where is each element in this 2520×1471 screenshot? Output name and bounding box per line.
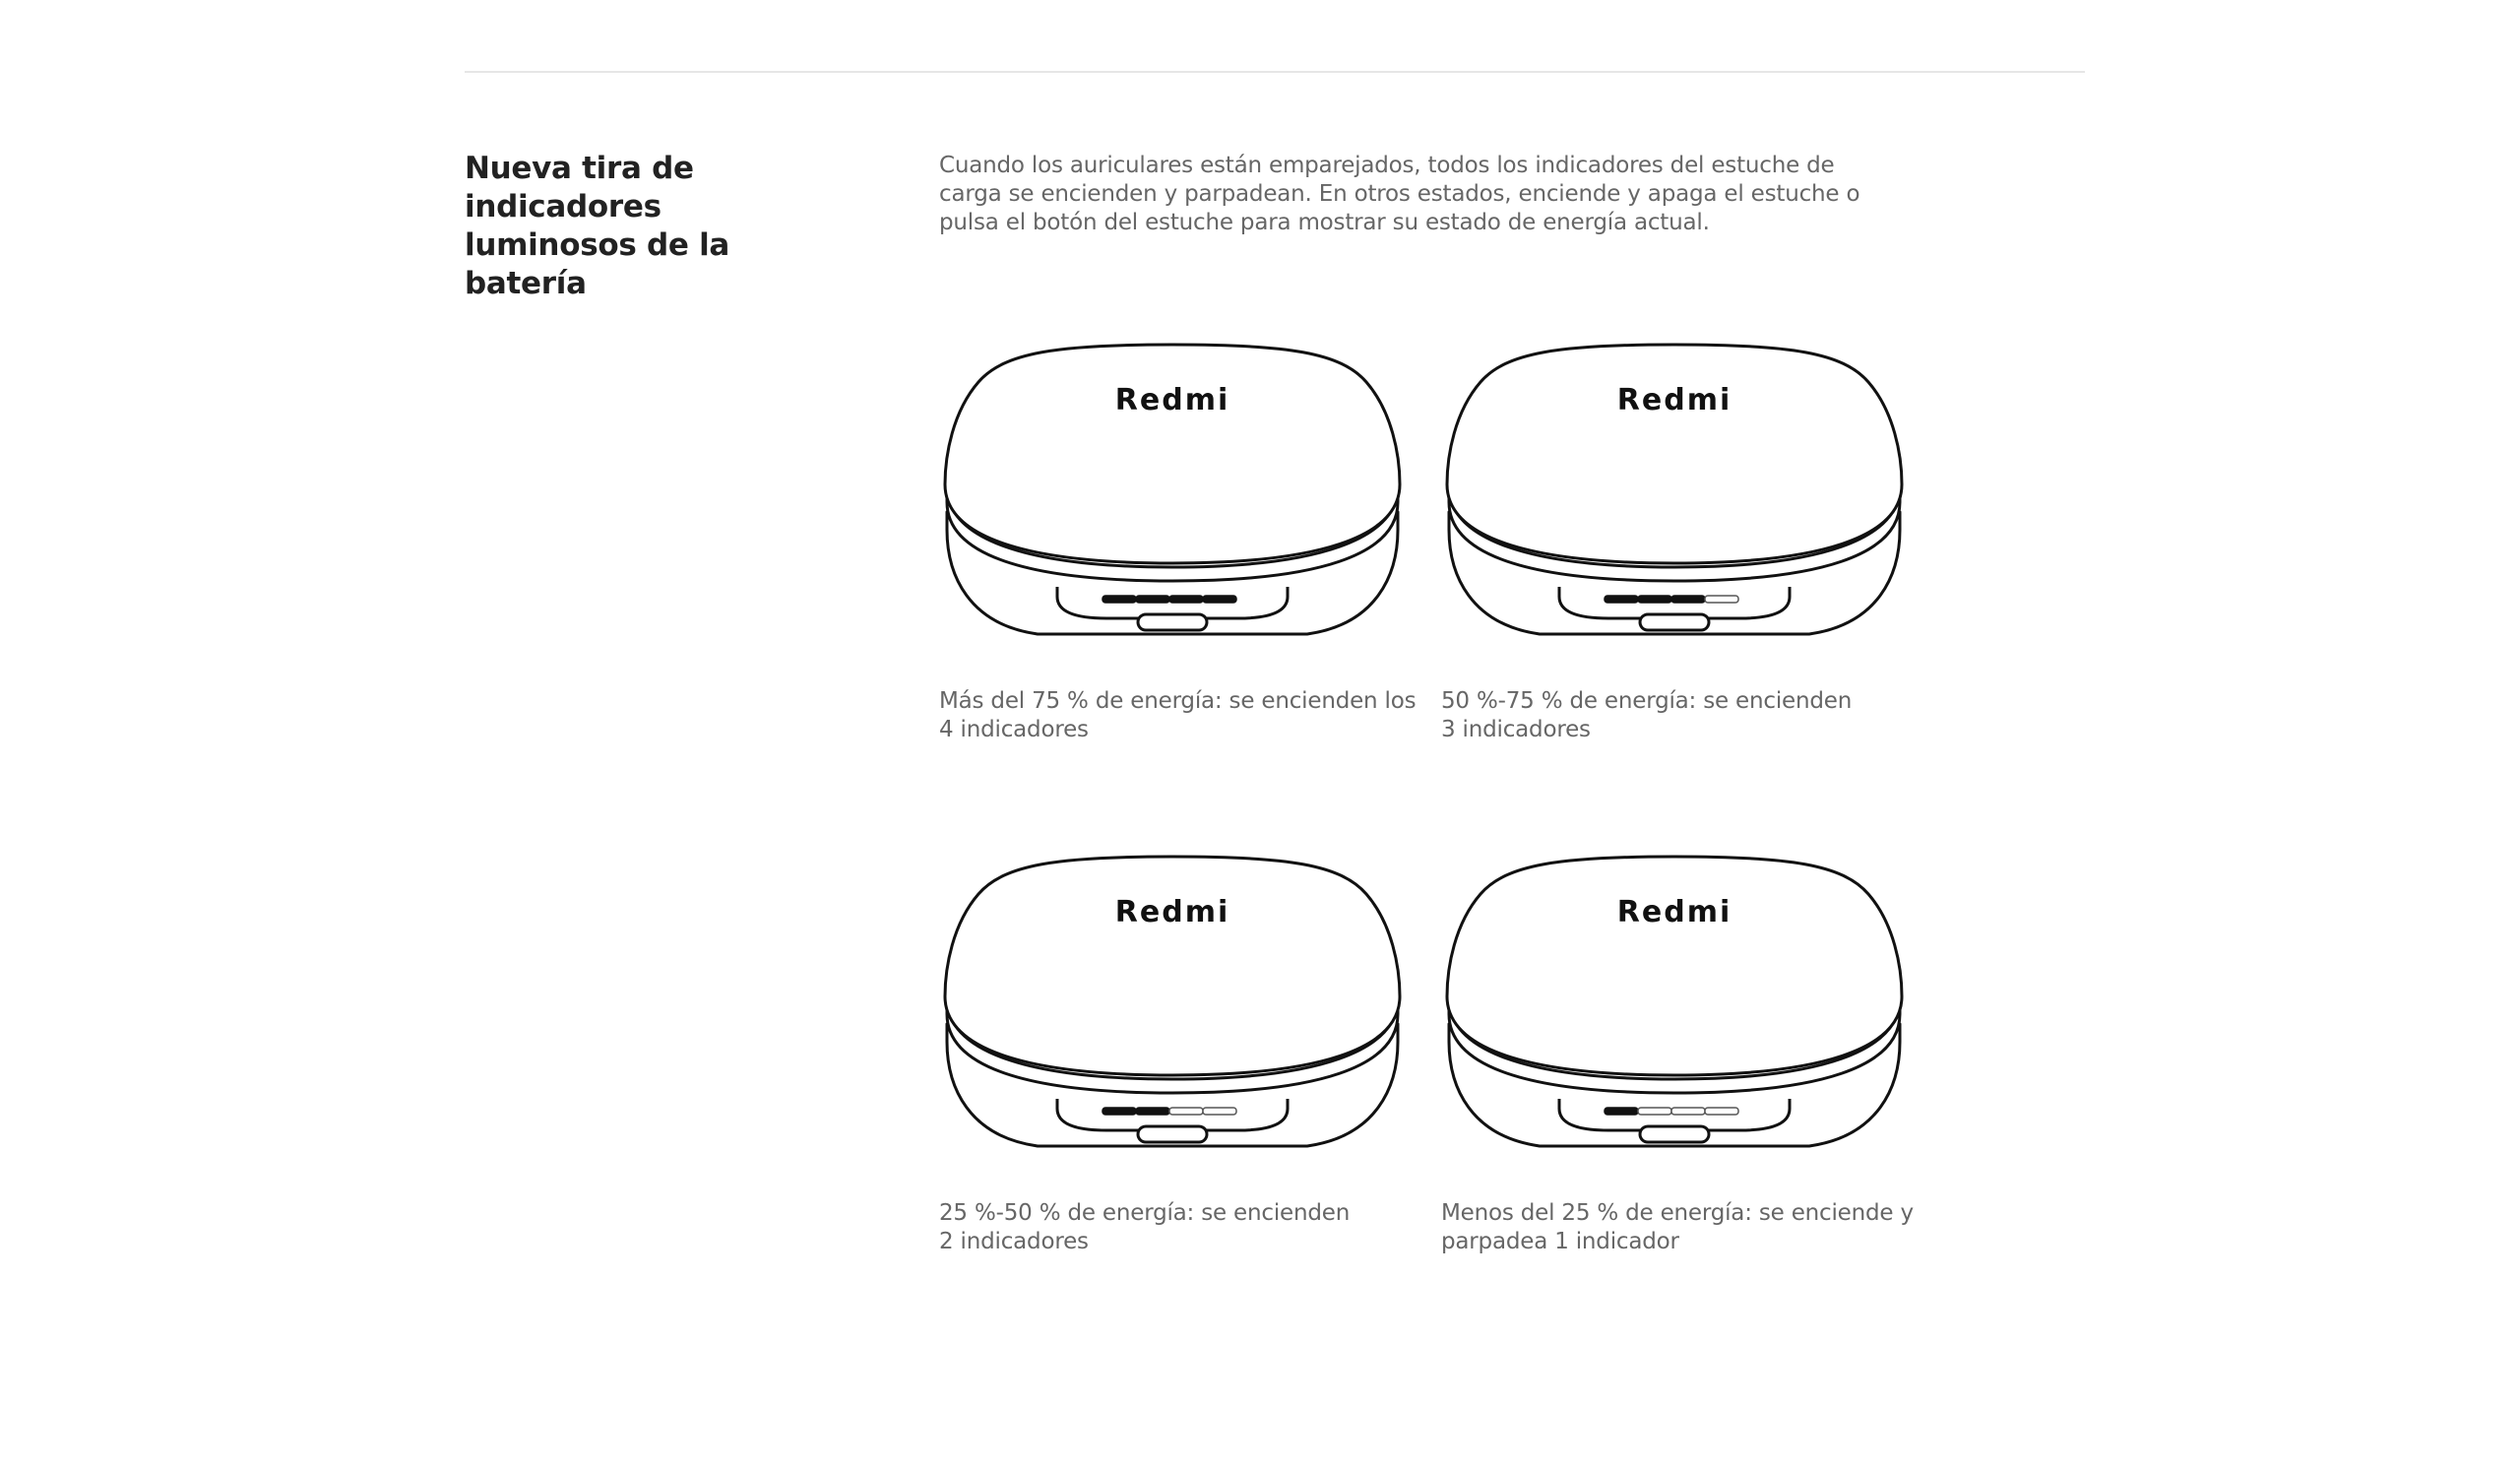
caption xyxy=(1441,687,1923,744)
indicator-led-on xyxy=(1638,596,1671,603)
indicator-led-off xyxy=(1705,1108,1738,1115)
indicator-led-on xyxy=(1102,596,1136,603)
caption xyxy=(939,687,1421,744)
indicator-led-on xyxy=(1136,1108,1169,1115)
caption-line-1: Menos del 25 % de energía: se enciende y xyxy=(1441,1200,1914,1226)
indicator-strip xyxy=(1102,596,1236,603)
charging-case-illustration xyxy=(939,851,1406,1150)
indicator-led-on xyxy=(1203,596,1236,603)
indicator-led-on xyxy=(1605,1108,1638,1115)
charging-case-illustration xyxy=(1441,339,1908,638)
caption-line-2: 2 indicadores xyxy=(939,1229,1089,1254)
brand-logo: Redmi xyxy=(1616,895,1732,929)
charging-case-illustration xyxy=(1441,851,1908,1150)
usb-port xyxy=(1640,614,1709,630)
indicator-led-off xyxy=(1169,1108,1203,1115)
intro-text: Cuando los auriculares están emparejados, todos los indicadores del estuche de carga se encienden y parpadean. En otros estados, enciende y apaga el estuche o pulsa el botón del estuche para mostrar su estado de energía actual. xyxy=(939,153,1860,235)
caption-line-2: parpadea 1 indicador xyxy=(1441,1229,1679,1254)
indicator-led-on xyxy=(1169,596,1203,603)
indicator-led-on xyxy=(1605,596,1638,603)
charging-case-illustration xyxy=(939,339,1406,638)
charging-case-state-full xyxy=(939,339,1417,752)
indicator-led-off xyxy=(1638,1108,1671,1115)
indicator-strip xyxy=(1605,596,1738,603)
brand-logo: Redmi xyxy=(1114,383,1230,417)
caption-line-1: 50 %-75 % de energía: se encienden xyxy=(1441,688,1853,714)
indicator-led-on xyxy=(1102,1108,1136,1115)
usb-port xyxy=(1640,1126,1709,1142)
case-lid xyxy=(945,857,1400,1075)
caption-line-1: Más del 75 % de energía: se encienden los xyxy=(939,688,1417,714)
indicator-led-off xyxy=(1671,1108,1705,1115)
indicator-led-off xyxy=(1705,596,1738,603)
brand-logo: Redmi xyxy=(1114,895,1230,929)
case-lid xyxy=(1447,345,1902,563)
caption xyxy=(1441,1199,1923,1256)
brand-logo: Redmi xyxy=(1616,383,1732,417)
case-lid xyxy=(1447,857,1902,1075)
case-lid xyxy=(945,345,1400,563)
indicator-strip xyxy=(1102,1108,1236,1115)
top-divider xyxy=(465,71,2085,73)
indicator-led-on xyxy=(1136,596,1169,603)
caption-line-2: 3 indicadores xyxy=(1441,717,1591,742)
charging-case-state-high xyxy=(1441,339,1914,752)
indicator-led-off xyxy=(1203,1108,1236,1115)
caption xyxy=(939,1199,1421,1256)
caption-line-2: 4 indicadores xyxy=(939,717,1089,742)
charging-case-state-low xyxy=(1441,851,1914,1264)
caption-line-1: 25 %-50 % de energía: se encienden xyxy=(939,1200,1351,1226)
indicator-led-on xyxy=(1671,596,1705,603)
indicator-strip xyxy=(1605,1108,1738,1115)
usb-port xyxy=(1138,614,1207,630)
section-title: Nueva tira de indicadores luminosos de la batería xyxy=(465,151,730,301)
usb-port xyxy=(1138,1126,1207,1142)
charging-case-state-medium xyxy=(939,851,1412,1264)
